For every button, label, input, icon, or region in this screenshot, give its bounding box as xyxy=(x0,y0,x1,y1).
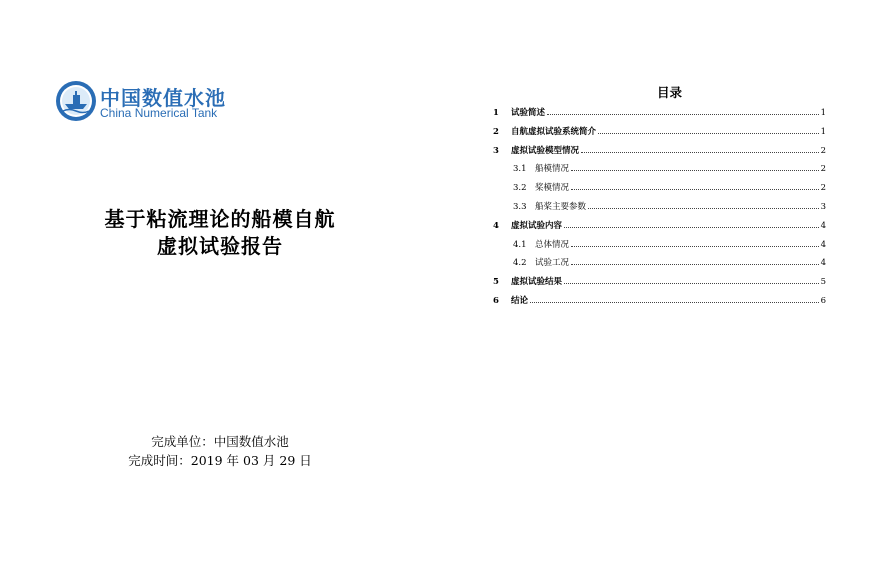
toc-entry-title: 虚拟试验内容 xyxy=(511,220,563,231)
toc-entry-number: 4.1 xyxy=(513,239,527,250)
cover-page xyxy=(0,0,437,575)
toc-heading: 目录 xyxy=(657,85,683,100)
toc-entry-number: 3 xyxy=(493,145,499,156)
logo-english-text: China Numerical Tank xyxy=(100,106,218,120)
toc-entry[interactable] xyxy=(493,123,826,137)
logo xyxy=(55,80,255,126)
logo-chinese-text: 中国数值水池 xyxy=(100,86,226,110)
ship-emblem-icon xyxy=(55,80,97,122)
toc-dot-leader xyxy=(571,188,819,190)
toc-entry-number: 4 xyxy=(493,220,499,231)
toc-entry[interactable] xyxy=(513,198,826,212)
toc-entry-title: 虚拟试验模型情况 xyxy=(511,145,580,156)
toc-entry-page: 4 xyxy=(820,239,826,250)
toc-dot-leader xyxy=(564,282,819,284)
completion-date: 完成时间：2019 年 03 月 29 日 xyxy=(128,453,312,468)
toc-entry-number: 3.3 xyxy=(513,202,527,212)
toc-entry-title: 船模情况 xyxy=(535,164,570,175)
toc-entry[interactable] xyxy=(513,236,826,250)
toc-entry[interactable] xyxy=(493,292,826,306)
toc-entry-title: 试验简述 xyxy=(511,108,546,118)
toc-dot-leader xyxy=(571,169,819,171)
toc-dot-leader xyxy=(564,226,819,228)
toc-entry[interactable] xyxy=(513,254,826,268)
toc-entry[interactable] xyxy=(513,160,826,174)
toc-entry[interactable] xyxy=(493,217,826,231)
toc-entry[interactable] xyxy=(493,273,826,287)
toc-entry-title: 自航虚拟试验系统简介 xyxy=(511,126,597,137)
toc-entry-page: 1 xyxy=(820,108,826,118)
toc-entry-page: 4 xyxy=(820,220,826,231)
toc-entry-page: 6 xyxy=(820,296,826,306)
toc-entry-title: 船桨主要参数 xyxy=(535,202,587,212)
toc-entry-number: 3.2 xyxy=(513,183,527,194)
toc-entry-page: 4 xyxy=(820,258,826,269)
toc-dot-leader xyxy=(588,207,819,209)
toc-entry[interactable] xyxy=(513,179,826,193)
toc-entry-number: 3.1 xyxy=(513,164,527,175)
toc-entry[interactable] xyxy=(493,142,826,156)
toc-entry-title: 试验工况 xyxy=(535,258,570,269)
report-title-line1: 基于粘流理论的船模自航 xyxy=(104,207,336,231)
toc-entry-number: 1 xyxy=(493,108,499,118)
toc-entry-page: 1 xyxy=(820,126,826,137)
toc-entry-number: 2 xyxy=(493,126,499,137)
report-title-line2: 虚拟试验报告 xyxy=(157,234,283,258)
toc-dot-leader xyxy=(530,301,819,303)
toc-entry-page: 2 xyxy=(820,164,826,175)
toc-entry-number: 4.2 xyxy=(513,258,527,269)
toc-entry-number: 5 xyxy=(493,277,499,288)
toc-entry-number: 6 xyxy=(493,296,499,306)
toc-entry-page: 2 xyxy=(820,183,826,194)
toc-entry[interactable] xyxy=(493,104,826,118)
toc-entry-title: 结论 xyxy=(511,296,529,306)
toc-dot-leader xyxy=(598,132,819,134)
toc-page xyxy=(437,0,875,575)
completion-unit: 完成单位：中国数值水池 xyxy=(151,434,289,449)
toc-entry-page: 3 xyxy=(820,202,826,212)
toc-dot-leader xyxy=(571,263,819,265)
toc-entry-page: 2 xyxy=(820,145,826,156)
toc-entry-page: 5 xyxy=(820,277,826,288)
toc-entry-title: 总体情况 xyxy=(535,239,570,250)
toc-dot-leader xyxy=(547,113,819,115)
toc-entry-title: 虚拟试验结果 xyxy=(511,277,563,288)
toc-dot-leader xyxy=(581,151,819,153)
toc-dot-leader xyxy=(571,245,819,247)
toc-entry-title: 桨模情况 xyxy=(535,183,570,194)
